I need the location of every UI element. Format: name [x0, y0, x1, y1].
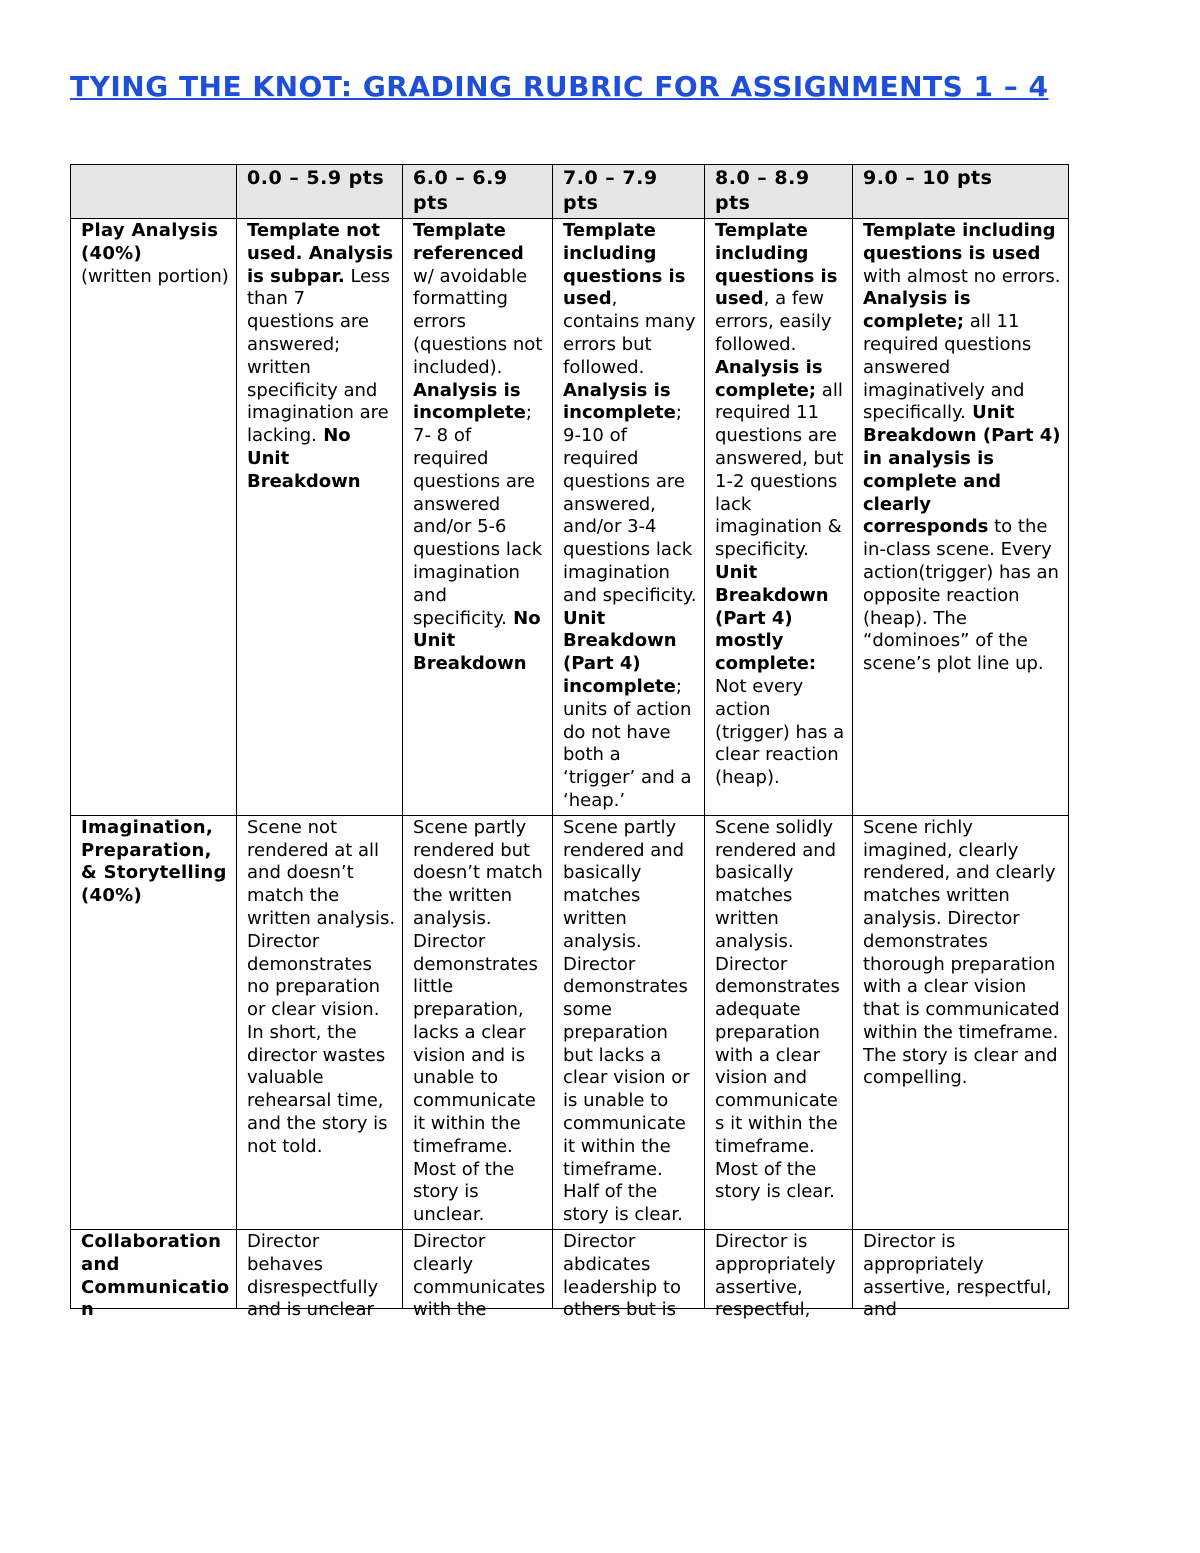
cell-text: Director is appropriately assertive, respectful, and — [863, 1231, 1052, 1321]
rubric-cell — [553, 815, 705, 1229]
rubric-cell — [853, 815, 1069, 1229]
header-cell-score-range: 9.0 – 10 pts — [853, 165, 1069, 219]
cell-text: Less than 7 questions are answered; written specificity and imagination are lacking. — [247, 265, 391, 447]
cell-text: with almost no errors. — [863, 265, 1061, 287]
cell-text: all required 11 questions are answered, but 1-2 questions lack imagination & specificity. — [715, 379, 844, 561]
criterion-label: Imagination, Preparation, & Storytelling (40%) — [81, 816, 227, 907]
cell-text-bold: Unit Breakdown (Part 4) in analysis is complete and clearly corresponds — [863, 402, 1061, 538]
header-row — [71, 165, 1069, 219]
cell-text: w/ avoidable formatting errors (questions not included). — [413, 265, 543, 378]
cell-text: ; 7- 8 of required questions are answered and/or 5-6 questions lack imagination and specificity. — [413, 402, 543, 629]
rubric-row-play-analysis — [71, 219, 1069, 816]
cell-text-bold: Unit Breakdown (Part 4) mostly complete: — [715, 561, 829, 675]
header-cell-criterion — [71, 165, 237, 219]
criterion-cell — [71, 1230, 237, 1321]
cell-text: Scene solidly rendered and basically matches written analysis. Director demonstrates adequate preparation with a clear vision and communicates it within the timeframe. Most of the story is clear. — [715, 816, 840, 1203]
criterion-cell — [71, 815, 237, 1229]
cell-text: Scene not rendered at all and doesn’t match the written analysis. Director demonstrates no preparation or clear vision. In short, the director wastes valuable rehearsal time, and the story is not told. — [247, 816, 396, 1157]
cell-text-bold: No Unit Breakdown — [247, 425, 361, 492]
cell-text: to the in-class scene. Every action(trigger) has an opposite reaction (heap). The “dominoes” of the scene’s plot line up. — [863, 516, 1059, 675]
criterion-label: Play Analysis (40%) — [81, 220, 219, 264]
cell-text-bold: Template referenced — [413, 220, 524, 264]
cell-text: ; 9-10 of required questions are answered, and/or 3-4 questions lack imagination and specificity. — [563, 402, 697, 606]
cell-text: Scene partly rendered and basically matches written analysis. Director demonstrates some preparation but lacks a clear vision or is unable to communicate it within the timeframe. Half of the story is clear. — [563, 816, 690, 1226]
rubric-cell — [705, 1230, 853, 1321]
cell-text-bold: Analysis is complete; — [715, 356, 823, 401]
cell-text-bold: Analysis is incomplete — [413, 379, 526, 424]
cell-text: ; units of action do not have both a ‘trigger’ and a ‘heap.’ — [563, 675, 692, 811]
cell-text: , contains many errors but followed. — [563, 288, 696, 378]
cell-text: all 11 required questions answered imaginatively and specifically. — [863, 311, 1032, 424]
cell-text: , a few errors, easily followed. — [715, 288, 832, 355]
cell-text: Director abdicates leadership to others but is — [563, 1231, 682, 1321]
rubric-cell — [237, 1230, 403, 1321]
cell-text-bold: Template including questions is used — [863, 220, 1056, 264]
rubric-cell — [403, 1230, 553, 1321]
rubric-cell — [237, 815, 403, 1229]
cell-text-bold: No Unit Breakdown — [413, 607, 541, 675]
rubric-cell — [553, 219, 705, 816]
cell-text-bold: Template including questions is used — [715, 220, 838, 310]
cell-text-bold: Template including questions is used — [563, 220, 686, 310]
cell-text: Director clearly communicates with the — [413, 1231, 546, 1321]
document-title: TYING THE KNOT: GRADING RUBRIC FOR ASSIGNMENTS 1 – 4 — [70, 70, 1049, 103]
cell-text: Scene partly rendered but doesn’t match the written analysis. Director demonstrates little preparation, lacks a clear vision and is unable to communicate it within the timeframe. Most of the story is unclear. — [413, 816, 543, 1226]
rubric-row-collaboration — [71, 1230, 1069, 1309]
cell-text: Director behaves disrespectfully and is unclear — [247, 1231, 379, 1321]
rubric-cell — [705, 815, 853, 1229]
rubric-cell — [403, 219, 553, 816]
cell-text-bold: Unit Breakdown (Part 4) incomplete — [563, 607, 677, 697]
rubric-cell — [403, 815, 553, 1229]
header-cell-score-range: 0.0 – 5.9 pts — [237, 165, 403, 219]
cell-text-bold: Analysis is incomplete — [563, 379, 676, 424]
criterion-cell — [71, 219, 237, 816]
rubric-cell — [553, 1230, 705, 1321]
cell-text-bold: Analysis is complete; — [863, 288, 971, 333]
cell-text: Not every action (trigger) has a clear reaction (heap). — [715, 675, 845, 789]
header-cell-score-range: 6.0 – 6.9 pts — [403, 165, 553, 219]
criterion-label: Collaboration and Communication — [81, 1231, 230, 1321]
rubric-cell — [853, 1230, 1069, 1321]
header-cell-score-range: 8.0 – 8.9 pts — [705, 165, 853, 219]
cell-text-bold: Template not used. — [247, 220, 380, 264]
rubric-cell — [237, 219, 403, 816]
header-cell-score-range: 7.0 – 7.9 pts — [553, 165, 705, 219]
cell-text-bold: Analysis is subpar. — [247, 242, 394, 287]
cell-text: Director is appropriately assertive, respectful, — [715, 1231, 836, 1321]
grading-rubric-table — [70, 164, 1069, 1321]
rubric-row-imagination — [71, 815, 1069, 1229]
criterion-note: (written portion) — [81, 265, 229, 287]
cell-text: Scene richly imagined, clearly rendered, and clearly matches written analysis. Director demonstrates thorough preparation with a clear vision that is communicated within the timeframe. The story is clear and compelling. — [863, 816, 1060, 1089]
rubric-cell — [853, 219, 1069, 816]
rubric-cell — [705, 219, 853, 816]
